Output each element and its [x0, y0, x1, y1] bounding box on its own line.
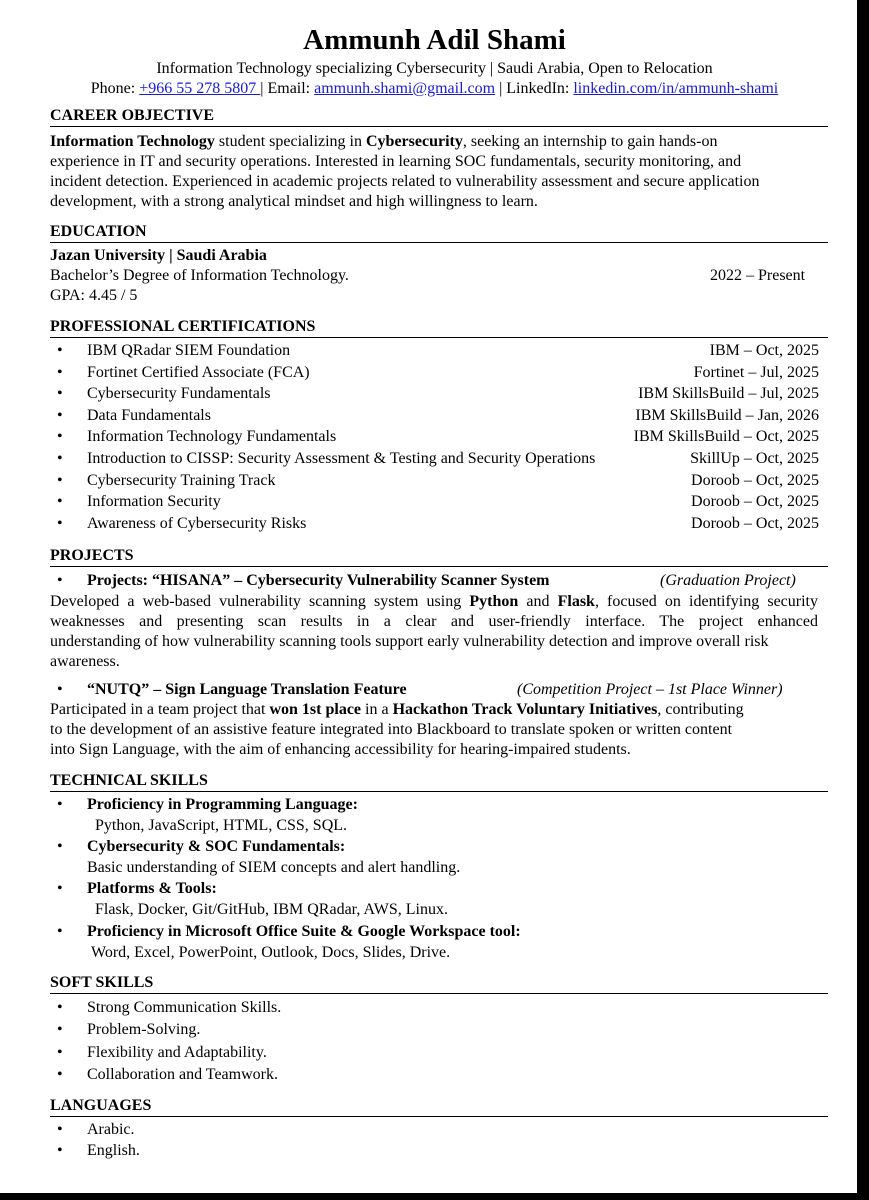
section-heading-certifications: PROFESSIONAL CERTIFICATIONS: [50, 317, 828, 338]
soft-skill-item: [57, 1020, 819, 1040]
project-text: Participated in a team project that: [50, 701, 270, 718]
soft-skill-item-text: Flexibility and Adaptability.: [87, 1044, 267, 1061]
contact-line: [0, 79, 857, 99]
certification-item-text: Introduction to CISSP: Security Assessment & Testing and Security Operations: [87, 450, 596, 467]
section-heading-education: EDUCATION: [50, 222, 828, 243]
skill-item-text: Cybersecurity & SOC Fundamentals:: [87, 838, 346, 855]
certification-item: [57, 363, 819, 383]
bullet: •: [57, 1142, 63, 1159]
section-heading-projects: PROJECTS: [50, 546, 828, 567]
project-description-line: to the development of an assistive feature integrated into Blackboard to translate spoken or written content: [50, 721, 733, 738]
certification-item: [57, 492, 819, 512]
bullet: •: [57, 428, 63, 445]
objective-bold-cyber: Cybersecurity: [366, 133, 463, 150]
skill-detail: Python, JavaScript, HTML, CSS, SQL.: [95, 817, 348, 834]
certification-item-text: Information Technology Fundamentals: [87, 428, 337, 445]
candidate-name: Ammunh Adil Shami: [303, 24, 566, 56]
bullet: •: [57, 1021, 63, 1038]
project-text: in a: [361, 701, 393, 718]
bullet: •: [57, 450, 63, 467]
bullet: •: [57, 515, 63, 532]
soft-skill-item-text: Collaboration and Teamwork.: [87, 1066, 278, 1083]
section-heading-languages: LANGUAGES: [50, 1096, 828, 1117]
bullet: •: [57, 1121, 63, 1138]
certification-item: [57, 514, 819, 534]
project-text-bold: Hackathon Track Voluntary Initiatives: [392, 701, 658, 718]
project-description-line: weaknesses and presenting scan results in a clear and user-friendly interface. The project enhanced: [50, 613, 818, 630]
certification-item-text: Data Fundamentals: [87, 407, 211, 424]
education-degree: Bachelor’s Degree of Information Technology.: [50, 267, 349, 284]
bullet: •: [57, 681, 63, 698]
linkedin-link[interactable]: linkedin.com/in/ammunh-shami: [573, 80, 779, 97]
bullet: •: [57, 407, 63, 424]
certification-item: [57, 341, 819, 361]
objective-line: [50, 132, 818, 152]
soft-skill-item-text: Strong Communication Skills.: [87, 999, 282, 1016]
certification-item-issuer: Fortinet – Jul, 2025: [693, 364, 819, 381]
objective-line: incident detection. Experienced in academic projects related to vulnerability assessment and secure application: [50, 173, 760, 190]
certification-item-text: Awareness of Cybersecurity Risks: [87, 515, 307, 532]
language-item: [57, 1141, 819, 1161]
skill-detail: Basic understanding of SIEM concepts and alert handling.: [87, 859, 461, 876]
objective-line: experience in IT and security operations. Interested in learning SOC fundamentals, security monitoring, and: [50, 153, 742, 170]
certification-item-text: Fortinet Certified Associate (FCA): [87, 364, 310, 381]
project-title: Projects: “HISANA” – Cybersecurity Vulnerability Scanner System: [87, 572, 550, 589]
project-description-line: [50, 700, 818, 720]
project-text-bold: won 1st place: [269, 701, 362, 718]
certification-item-text: IBM QRadar SIEM Foundation: [87, 342, 291, 359]
certification-item-text: Information Security: [87, 493, 221, 510]
certification-item: [57, 427, 819, 447]
bullet: •: [57, 572, 63, 589]
bullet: •: [57, 838, 63, 855]
certification-item-issuer: SkillUp – Oct, 2025: [690, 450, 819, 467]
language-item-text: English.: [87, 1142, 140, 1159]
skill-detail: Flask, Docker, Git/GitHub, IBM QRadar, AWS, Linux.: [95, 901, 448, 918]
project-text: and: [518, 593, 558, 610]
objective-line: development, with a strong analytical mindset and high willingness to learn.: [50, 193, 538, 210]
project-nutq: [57, 680, 819, 700]
project-description-line: [50, 592, 818, 612]
certification-item-issuer: IBM SkillsBuild – Oct, 2025: [633, 428, 819, 445]
language-item-text: Arabic.: [87, 1121, 135, 1138]
skill-item-text: Proficiency in Programming Language:: [87, 796, 358, 813]
project-text: Developed a web-based vulnerability scanning system using: [50, 593, 470, 610]
certification-item-issuer: Doroob – Oct, 2025: [691, 493, 819, 510]
bullet: •: [57, 493, 63, 510]
tagline: Information Technology specializing Cybersecurity | Saudi Arabia, Open to Relocation: [156, 60, 713, 77]
certification-item-issuer: Doroob – Oct, 2025: [691, 472, 819, 489]
section-heading-technical-skills: TECHNICAL SKILLS: [50, 771, 828, 792]
project-description-line: into Sign Language, with the aim of enhancing accessibility for hearing-impaired students.: [50, 741, 631, 758]
bullet: •: [57, 385, 63, 402]
project-tag: (Graduation Project): [660, 572, 796, 589]
bullet: •: [57, 923, 63, 940]
project-title: “NUTQ” – Sign Language Translation Feature: [87, 681, 407, 698]
certification-item-text: Cybersecurity Fundamentals: [87, 385, 271, 402]
email-label: | Email:: [260, 80, 315, 97]
bullet: •: [57, 364, 63, 381]
certification-item-issuer: IBM – Oct, 2025: [709, 342, 819, 359]
certification-item-issuer: IBM SkillsBuild – Jul, 2025: [638, 385, 819, 402]
certification-item-issuer: IBM SkillsBuild – Jan, 2026: [635, 407, 819, 424]
objective-text: , seeking an internship to gain hands-on: [462, 133, 718, 150]
certification-item: [57, 449, 819, 469]
bullet: •: [57, 999, 63, 1016]
project-description-line: understanding of how vulnerability scanning tools support early vulnerability detection and improve overall risk: [50, 633, 769, 650]
skill-item: [57, 922, 819, 942]
soft-skill-item-text: Problem-Solving.: [87, 1021, 201, 1038]
certification-item-issuer: Doroob – Oct, 2025: [691, 515, 819, 532]
objective-text: student specializing in: [214, 133, 366, 150]
project-description-line: awareness.: [50, 653, 120, 670]
certification-item: [57, 406, 819, 426]
section-heading-career-objective: CAREER OBJECTIVE: [50, 106, 828, 127]
linkedin-label: | LinkedIn:: [495, 80, 574, 97]
project-tag: (Competition Project – 1st Place Winner): [517, 681, 783, 698]
bullet: •: [57, 472, 63, 489]
skill-item-text: Platforms & Tools:: [87, 880, 217, 897]
soft-skill-item: [57, 998, 819, 1018]
skill-item: [57, 795, 819, 815]
certification-item-text: Cybersecurity Training Track: [87, 472, 276, 489]
phone-label: Phone:: [90, 80, 140, 97]
skill-item-text: Proficiency in Microsoft Office Suite & Google Workspace tool:: [87, 923, 521, 940]
certification-item: [57, 384, 819, 404]
project-hisana: [57, 571, 819, 591]
education-gpa: GPA: 4.45 / 5: [50, 287, 138, 304]
education-dates: 2022 – Present: [710, 267, 806, 284]
project-text: , focused on identifying security: [594, 593, 818, 610]
skill-detail: Word, Excel, PowerPoint, Outlook, Docs, Slides, Drive.: [91, 944, 451, 961]
objective-bold-it: Information Technology: [50, 133, 215, 150]
project-text: , contributing: [657, 701, 744, 718]
language-item: [57, 1120, 819, 1140]
education-school: Jazan University | Saudi Arabia: [50, 247, 267, 264]
phone-link[interactable]: +966 55 278 5807: [139, 80, 261, 97]
skill-item: [57, 879, 819, 899]
project-text-bold: Flask: [557, 593, 595, 610]
bullet: •: [57, 342, 63, 359]
email-link[interactable]: ammunh.shami@gmail.com: [314, 80, 496, 97]
bullet: •: [57, 880, 63, 897]
project-text-bold: Python: [469, 593, 519, 610]
soft-skill-item: [57, 1043, 819, 1063]
skill-item: [57, 837, 819, 857]
section-heading-soft-skills: SOFT SKILLS: [50, 973, 828, 994]
soft-skill-item: [57, 1065, 819, 1085]
certification-item: [57, 471, 819, 491]
bullet: •: [57, 1066, 63, 1083]
bullet: •: [57, 1044, 63, 1061]
bullet: •: [57, 796, 63, 813]
